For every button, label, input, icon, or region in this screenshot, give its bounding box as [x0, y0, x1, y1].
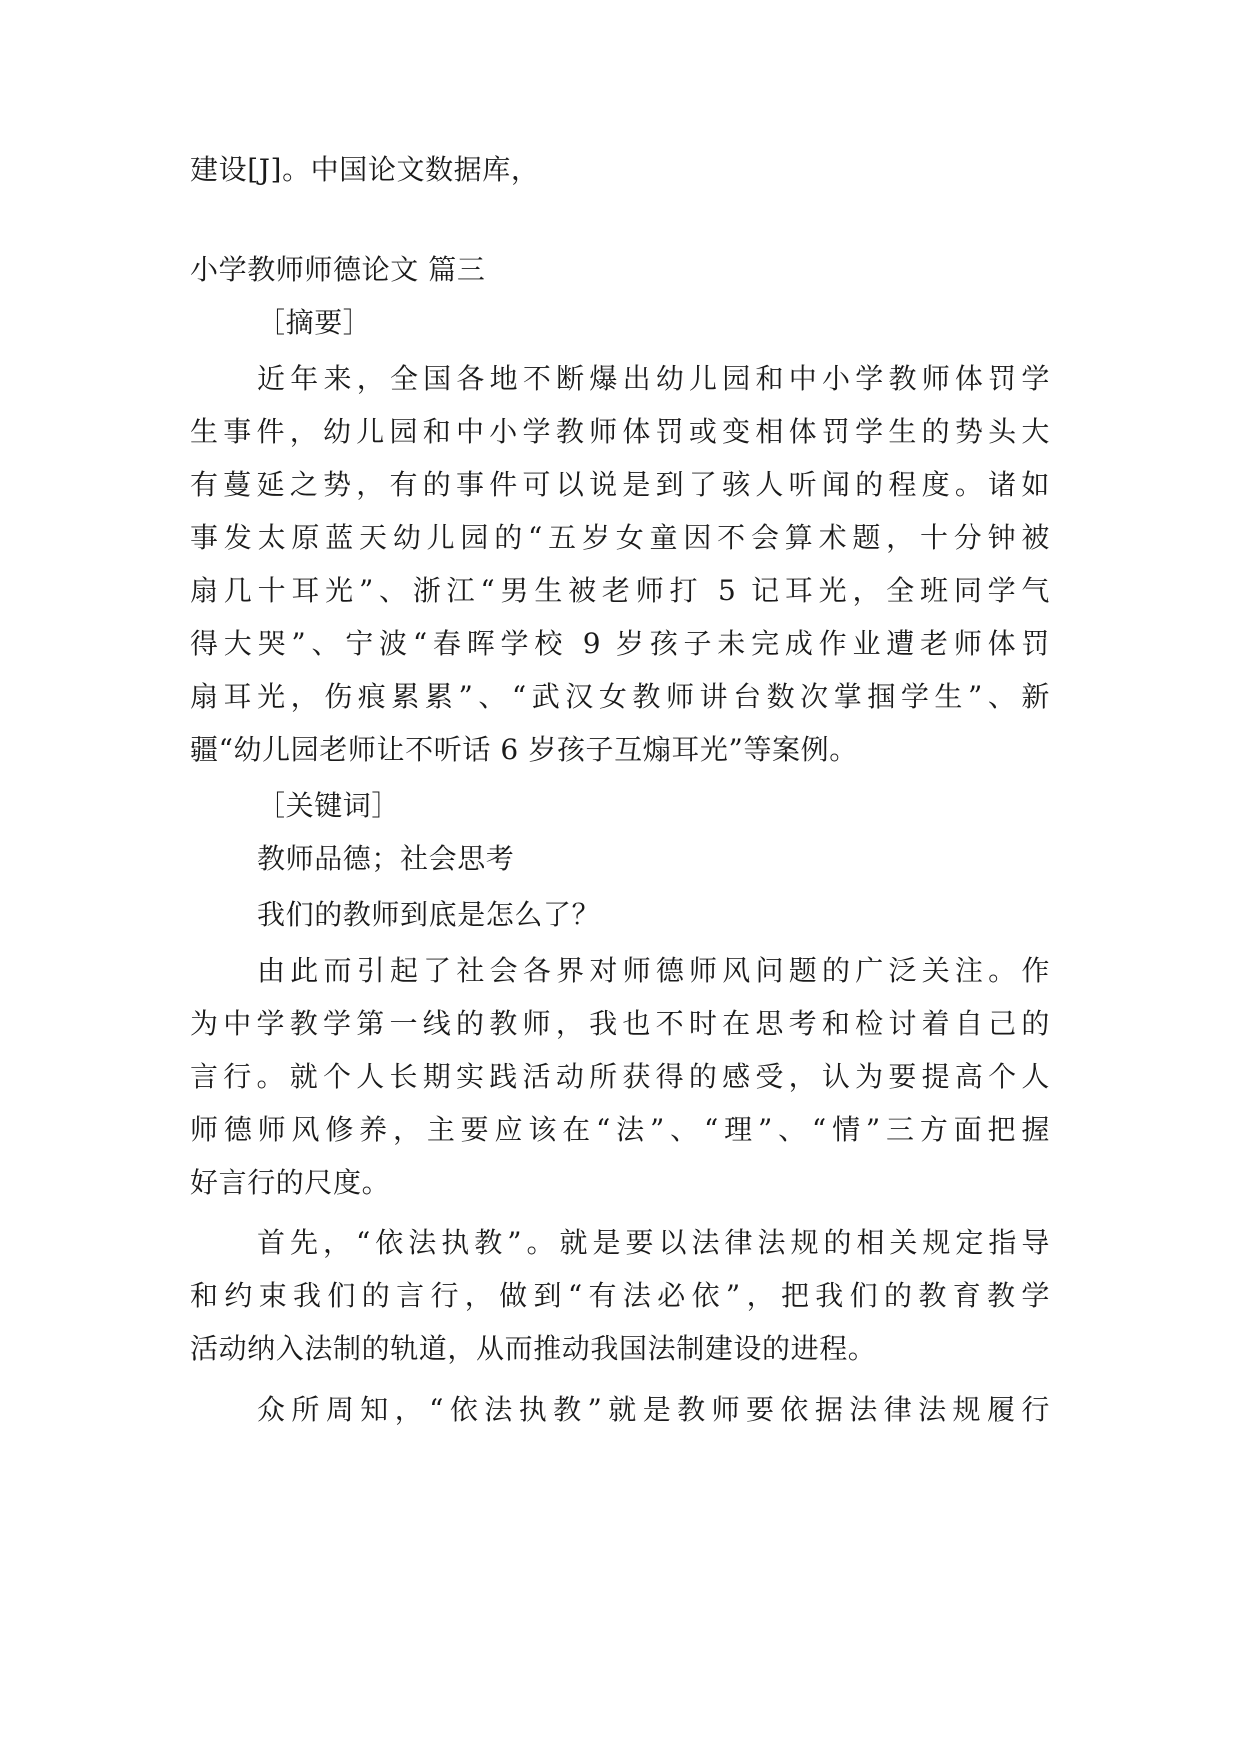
- paragraph-line: 生事件，幼儿园和中小学教师体罚或变相体罚学生的势头大: [190, 415, 1050, 448]
- paragraph-line: 首先，“依法执教”。就是要以法律法规的相关规定指导: [257, 1226, 1050, 1259]
- paragraph-line: 言行。就个人长期实践活动所获得的感受，认为要提高个人: [190, 1060, 1050, 1093]
- paragraph-line: 好言行的尺度。: [190, 1166, 391, 1199]
- paragraph-line: 有蔓延之势，有的事件可以说是到了骇人听闻的程度。诸如: [190, 468, 1050, 501]
- paragraph-line: 师德师风修养，主要应该在“法”、“理”、“情”三方面把握: [190, 1113, 1050, 1146]
- keywords-text: 教师品德；社会思考: [257, 842, 515, 875]
- paragraph-line: 扇几十耳光”、浙江“男生被老师打 5 记耳光，全班同学气: [190, 574, 1050, 607]
- paragraph-line: 由此而引起了社会各界对师德师风问题的广泛关注。作: [257, 954, 1050, 987]
- text-line-continuation: 建设[J]。中国论文数据库，: [190, 153, 540, 186]
- question-line: 我们的教师到底是怎么了？: [257, 898, 601, 931]
- section-title: 小学教师师德论文 篇三: [190, 253, 486, 286]
- paragraph-line: 疆“幼儿园老师让不听话 6 岁孩子互煽耳光”等案例。: [190, 733, 858, 766]
- keywords-heading: ［关键词］: [257, 789, 401, 822]
- paragraph-line: 近年来，全国各地不断爆出幼儿园和中小学教师体罚学: [257, 362, 1050, 395]
- paragraph-line: 得大哭”、宁波“春晖学校 9 岁孩子未完成作业遭老师体罚: [190, 627, 1050, 660]
- abstract-heading: ［摘要］: [257, 306, 372, 339]
- paragraph-line: 活动纳入法制的轨道，从而推动我国法制建设的进程。: [190, 1332, 877, 1365]
- paragraph-line: 事发太原蓝天幼儿园的“五岁女童因不会算术题，十分钟被: [190, 521, 1050, 554]
- paragraph-line: 众所周知，“依法执教”就是教师要依据法律法规履行: [257, 1393, 1050, 1426]
- paragraph-line: 扇耳光，伤痕累累”、“武汉女教师讲台数次掌掴学生”、新: [190, 680, 1050, 713]
- paragraph-line: 和约束我们的言行，做到“有法必依”，把我们的教育教学: [190, 1279, 1050, 1312]
- paragraph-line: 为中学教学第一线的教师，我也不时在思考和检讨着自己的: [190, 1007, 1050, 1040]
